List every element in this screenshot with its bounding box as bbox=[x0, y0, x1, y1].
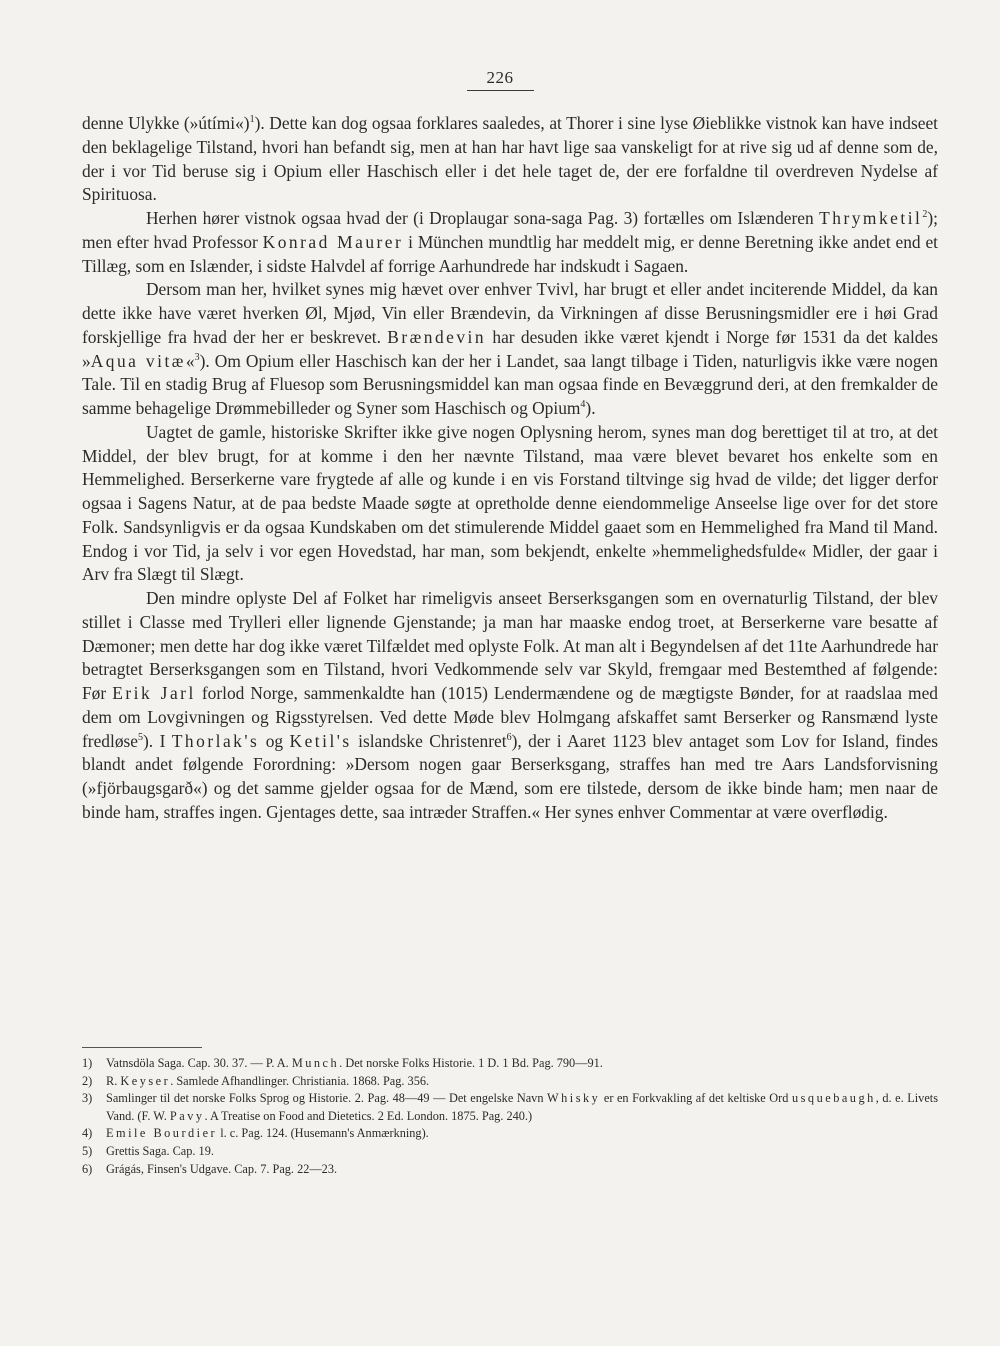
footnote: 6) Grágás, Finsen's Udgave. Cap. 7. Pag. 22—23. bbox=[82, 1161, 938, 1179]
footnote-mark: 2) bbox=[82, 1073, 93, 1088]
paragraph: Dersom man her, hvilket synes mig hævet over enhver Tvivl, har brugt et eller andet inciterende Middel, da kan dette ikke have været hverken Øl, Mjød, Vin eller Brændevin, da Virkningen af disse Berusningsmidler ere i høi Grad forskjellige fra hvad der her er beskrevet. Brændevin har desuden ikke været kjendt i Norge før 1531 da det kaldes »Aqua vitæ«$^3$). Om Opium eller Haschisch kan der her i Landet, saa langt tilbage i Tiden, naturligvis ikke være nogen Tale. Til en stadig Brug af Fluesop som Berusningsmiddel kan man ogsaa finde en Bevæggrund deri, at den fremkalder de samme behagelige Drømmebilleder og Syner som Haschisch og Opium$^4$). bbox=[82, 279, 938, 418]
emphasis: Brændevin bbox=[387, 326, 487, 347]
footnote-ref: 4 bbox=[580, 399, 586, 411]
paragraph: Herhen hører vistnok ogsaa hvad der (i Droplaugar sona-saga Pag. 3) fortælles om Islænderen Thrymketil$^2$); men efter hvad Professor Konrad Maurer i München mundtlig har meddelt mig, er denne Beretning ikke andet end et Tillæg, som en Islænder, i sidste Halvdel af forrige Aarhundrede har indskudt i Sagaen. bbox=[82, 208, 938, 276]
footnote-divider bbox=[82, 1047, 202, 1048]
footnote: 2) R. Keyser. Samlede Afhandlinger. Christiania. 1868. Pag. 356. bbox=[82, 1073, 938, 1091]
footnote-mark: 5) bbox=[82, 1143, 93, 1158]
footnote-mark: 1) bbox=[82, 1056, 93, 1070]
paragraph: Uagtet de gamle, historiske Skrifter ikke give nogen Oplysning herom, synes man dog berettiget til at tro, at det Middel, der blev brugt, for at komme i den her nævnte Tilstand, maa være blevet bevaret hos enkelte som en Hemmelighed. Berserkerne vare frygtede af alle og kunde i en vis Forstand tiltvinge sig hvad de vilde; det ligger derfor ogsaa i Sagens Natur, at de paa bedste Maade søgte at opretholde denne eiendommelige Anseelse lige over for det store Folk. Sandsynligvis er da ogsaa Kundskaben om det stimulerende Middel gaaet som en Hemmelighed fra Mand til Mand. Endog i vor Tid, ja selv i vor egen Hovedstad, har man, som bekjendt, enkelte »hemmelighedsfulde« Midler, der gaar i Arv fra Slægt til Slægt. bbox=[82, 421, 938, 585]
person-name: Erik Jarl bbox=[112, 683, 196, 703]
paragraph: Den mindre oplyste Del af Folket har rimeligvis anseet Berserksgangen som en overnaturlig Tilstand, der blev stillet i Classe med Trylleri eller lignende Gjenstande; ja man har maaske endog troet, at Berserkerne vare besatte af Dæmoner; men dette har dog ikke været Tilfældet med oplyste Folk. At man alt i Begyndelsen af det 11te Aarhundrede har betragtet Berserksgangen som en Tilstand, hvori Vedkommende selv var Skyld, fremgaar med Bestemthed af følgende: Før Erik Jarl forlod Norge, sammenkaldte han (1015) Lendermændene og de mægtigste Bønder, for at raadslaa med dem om Lovgivningen og Rigsstyrelsen. Ved dette Møde blev Holmgang afskaffet samt Berserker og Ransmænd lyste fredløse$^5$). I Thorlak's og Ketil's islandske Christenret$^6$), der i Aaret 1123 blev antaget som Lov for Island, findes blandt andet følgende Forordning: »Dersom nogen gaar Berserksgang, straffes han med tre Aars Landsforvisning (»fjörbaugsgarð«) og det samme gjelder ogsaa for de Mænd, som ere tilstede, dersom de ikke binde ham; men naar de binde ham, straffes ingen. Gjentages dette, saa intræder Straffen.« Her synes enhver Commentar at være overflødig. bbox=[82, 588, 938, 822]
footnote-mark: 6) bbox=[82, 1161, 93, 1176]
page-number: 226 bbox=[0, 68, 1000, 91]
footnote-mark: 4) bbox=[82, 1126, 93, 1141]
emphasis: Aqua vitæ bbox=[90, 350, 186, 371]
footnote: 3) Samlinger til det norske Folks Sprog og Historie. 2. Pag. 48—49 — Det engelske Navn Whisky er en Forkvakling af det keltiske Ord usquebaugh, d. e. Livets Vand. (F. W. Pavy. A Treatise on Food and Dietetics. 2 Ed. London. 1875. Pag. 240.) bbox=[82, 1090, 938, 1125]
footnote-ref: 3 bbox=[194, 351, 200, 363]
footnote: 5) Grettis Saga. Cap. 19. bbox=[82, 1143, 938, 1161]
person-name: Konrad Maurer bbox=[262, 231, 404, 252]
person-name: Thrymketil bbox=[819, 208, 923, 228]
paragraph: denne Ulykke (»útími«)$^1$). Dette kan dog ogsaa forklares saaledes, at Thorer i sine lyse Øieblikke vistnok kan have indseet den beklagelige Tilstand, hvori han befandt sig, men at han har havt lige saa vanskeligt for at rive sig ud af denne som de, der i vor Tid beruse sig i Opium eller Haschisch eller i det hele taget de, der ere forfaldne til overdreven Nydelse af Spirituosa. bbox=[82, 113, 938, 205]
footnotes bbox=[82, 1055, 938, 1178]
footnote-ref: 1 bbox=[249, 114, 255, 126]
person-name: Thorlak's bbox=[171, 730, 260, 751]
footnote-ref: 5 bbox=[138, 731, 144, 743]
footnote-mark: 3) bbox=[82, 1091, 93, 1106]
footnote-ref: 2 bbox=[922, 209, 928, 221]
footnote: 1) Vatnsdöla Saga. Cap. 30. 37. — P. A. Munch. Det norske Folks Historie. 1 D. 1 Bd. Pag. 790—91. bbox=[82, 1055, 938, 1073]
main-text bbox=[82, 112, 938, 825]
footnote-ref: 6 bbox=[506, 731, 512, 743]
person-name: Ketil's bbox=[289, 730, 352, 751]
footnote: 4) Emile Bourdier l. c. Pag. 124. (Husemann's Anmærkning). bbox=[82, 1125, 938, 1143]
